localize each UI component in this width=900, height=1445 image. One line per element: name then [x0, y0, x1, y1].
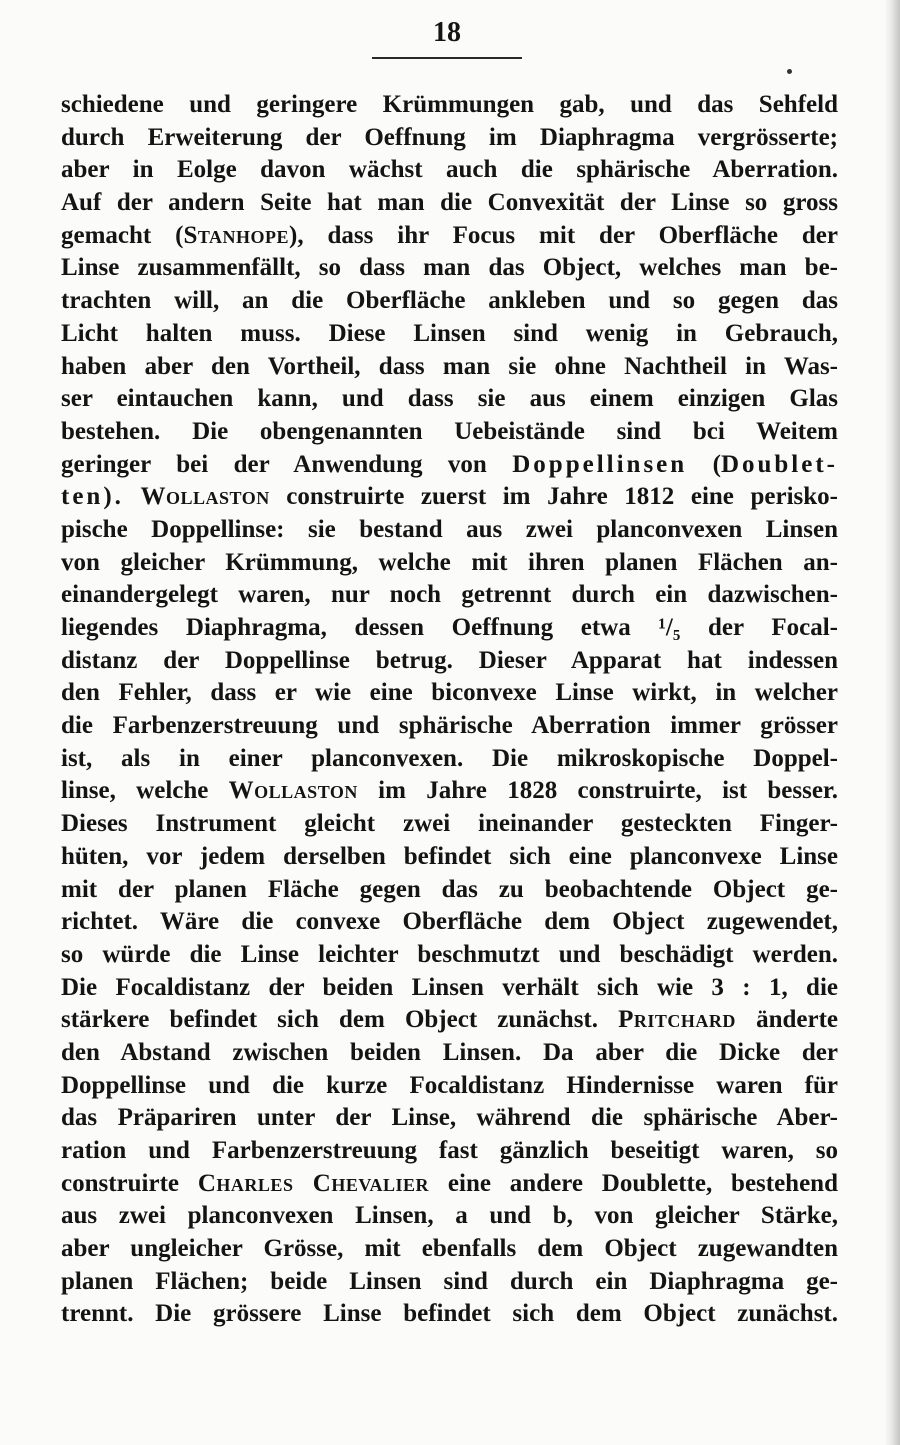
- text-line: [61, 1168, 838, 1201]
- small-caps-name: Pritchard: [618, 1006, 736, 1034]
- text-run: Doppellinse und die kurze Focaldistanz Hindernisse waren für: [61, 1071, 838, 1099]
- text-line: [61, 252, 838, 285]
- text-line: [61, 710, 838, 743]
- text-run: geringer bei der Anwendung von: [61, 450, 513, 478]
- text-line: [61, 1004, 838, 1037]
- text-run: schiedene und geringere Krümmungen gab, und das Sehfeld: [61, 91, 838, 118]
- text-run: aus zwei planconvexen Linsen, a und b, von gleicher Stärke,: [61, 1202, 838, 1230]
- text-line: [61, 481, 838, 514]
- text-body: [61, 89, 838, 1331]
- text-run: ser eintauchen kann, und dass sie aus einem einzigen Glas: [61, 385, 838, 413]
- text-line: [61, 416, 838, 449]
- text-run: hüten, vor jedem derselben befindet sich eine planconvexe Linse: [61, 842, 838, 870]
- text-run: im Jahre 1828 construirte, ist besser.: [357, 777, 838, 805]
- text-run: pische Doppellinse: sie bestand aus zwei planconvexen Linsen: [61, 515, 838, 543]
- small-caps-name: Wollaston: [228, 777, 358, 805]
- text-line: [61, 645, 838, 678]
- text-run: das Präpariren unter der Linse, während die sphärische Aber-: [61, 1104, 838, 1132]
- text-line: [61, 1266, 838, 1299]
- text-run: trachten will, an die Oberfläche ankleben und so gegen das: [61, 287, 838, 315]
- text-run: ), dass ihr Focus mit der Oberfläche der: [289, 221, 838, 249]
- header-rule: [372, 57, 522, 59]
- text-line: [61, 547, 838, 580]
- letter-spaced-term: Doppellinsen: [512, 450, 688, 478]
- text-line: [61, 351, 838, 384]
- text-run: (: [687, 450, 721, 478]
- text-run: Auf der andern Seite hat man die Convexität der Linse so gross: [61, 189, 838, 217]
- page-number: 18: [433, 17, 461, 48]
- text-line: [61, 939, 838, 972]
- text-run: aber ungleicher Grösse, mit ebenfalls dem Object zugewandten: [61, 1235, 838, 1263]
- text-line: [61, 89, 838, 122]
- text-line: [61, 808, 838, 841]
- text-run: planen Flächen; beide Linsen sind durch ein Diaphragma ge-: [61, 1267, 838, 1295]
- text-run: ration und Farbenzerstreuung fast gänzlich beseitigt waren, so: [61, 1137, 838, 1164]
- text-run: aber in Eolge davon wächst auch die sphärische Aberration.: [61, 156, 838, 184]
- text-line: [61, 220, 838, 253]
- text-run: Licht halten muss. Diese Linsen sind wenig in Gebrauch,: [61, 319, 838, 347]
- text-line: [61, 318, 838, 351]
- text-line: [61, 514, 838, 547]
- text-line: [61, 1037, 838, 1070]
- text-line: [61, 449, 838, 482]
- text-line: [61, 612, 838, 645]
- text-run: den Abstand zwischen beiden Linsen. Da aber die Dicke der: [61, 1038, 838, 1066]
- text-run: eine andere Doublette, bestehend: [429, 1169, 838, 1197]
- text-run: stärkere befindet sich dem Object zunächst.: [61, 1006, 619, 1034]
- text-line: [61, 972, 838, 1005]
- text-line: [61, 187, 838, 220]
- text-run: durch Erweiterung der Oeffnung im Diaphragma vergrösserte;: [61, 123, 838, 151]
- text-run: die Farbenzerstreuung und sphärische Aberration immer grösser: [61, 712, 838, 740]
- text-line: [61, 154, 838, 187]
- text-run: so würde die Linse leichter beschmutzt und beschädigt werden.: [61, 940, 838, 968]
- text-line: [61, 383, 838, 416]
- text-run: liegendes Diaphragma, dessen Oeffnung etwa ¹/₅ der Focal-: [61, 614, 838, 641]
- text-run: distanz der Doppellinse betrug. Dieser Apparat hat indessen: [61, 646, 838, 674]
- text-run: gemacht (: [61, 221, 184, 249]
- text-run: Linse zusammenfällt, so dass man das Object, welches man be-: [61, 254, 838, 282]
- small-caps-name: Charles Chevalier: [197, 1169, 430, 1197]
- text-run: construirte: [61, 1169, 198, 1197]
- text-run: construirte zuerst im Jahre 1812 eine perisko-: [269, 483, 838, 511]
- text-line: [61, 743, 838, 776]
- text-run: trennt. Die grössere Linse befindet sich dem Object zunächst.: [61, 1300, 838, 1328]
- letter-spaced-term: ten).: [61, 483, 124, 511]
- text-line: [61, 1102, 838, 1135]
- text-line: [61, 1070, 838, 1103]
- text-run: den Fehler, dass er wie eine biconvexe Linse wirkt, in welcher: [61, 679, 838, 707]
- text-line: [61, 874, 838, 907]
- text-run: Die Focaldistanz der beiden Linsen verhält sich wie 3 : 1, die: [61, 973, 838, 1001]
- text-line: [61, 775, 838, 808]
- text-line: [61, 1298, 838, 1331]
- text-line: [61, 677, 838, 710]
- print-speck: [787, 69, 792, 74]
- letter-spaced-term: Doublet-: [720, 450, 838, 478]
- text-run: änderte: [735, 1006, 838, 1034]
- small-caps-name: Wollaston: [123, 483, 270, 511]
- text-run: Dieses Instrument gleicht zwei ineinander gesteckten Finger-: [61, 810, 838, 838]
- text-line: [61, 906, 838, 939]
- text-line: [61, 285, 838, 318]
- text-run: von gleicher Krümmung, welche mit ihren planen Flächen an-: [61, 548, 838, 576]
- text-line: [61, 1135, 838, 1168]
- text-line: [61, 1200, 838, 1233]
- text-line: [61, 579, 838, 612]
- text-run: richtet. Wäre die convexe Oberfläche dem Object zugewendet,: [61, 908, 838, 936]
- text-run: einandergelegt waren, nur noch getrennt durch ein dazwischen-: [61, 581, 838, 609]
- text-run: linse, welche: [61, 777, 229, 805]
- text-run: haben aber den Vortheil, dass man sie ohne Nachtheil in Was-: [61, 352, 838, 380]
- text-line: [61, 122, 838, 155]
- text-line: [61, 841, 838, 874]
- text-line: [61, 1233, 838, 1266]
- text-run: ist, als in einer planconvexen. Die mikroskopische Doppel-: [61, 744, 838, 772]
- text-run: mit der planen Fläche gegen das zu beobachtende Object ge-: [61, 875, 838, 903]
- small-caps-name: Stanhope: [183, 221, 290, 249]
- scan-edge: [884, 0, 900, 1445]
- text-run: bestehen. Die obengenannten Uebeistände sind bci Weitem: [61, 417, 838, 445]
